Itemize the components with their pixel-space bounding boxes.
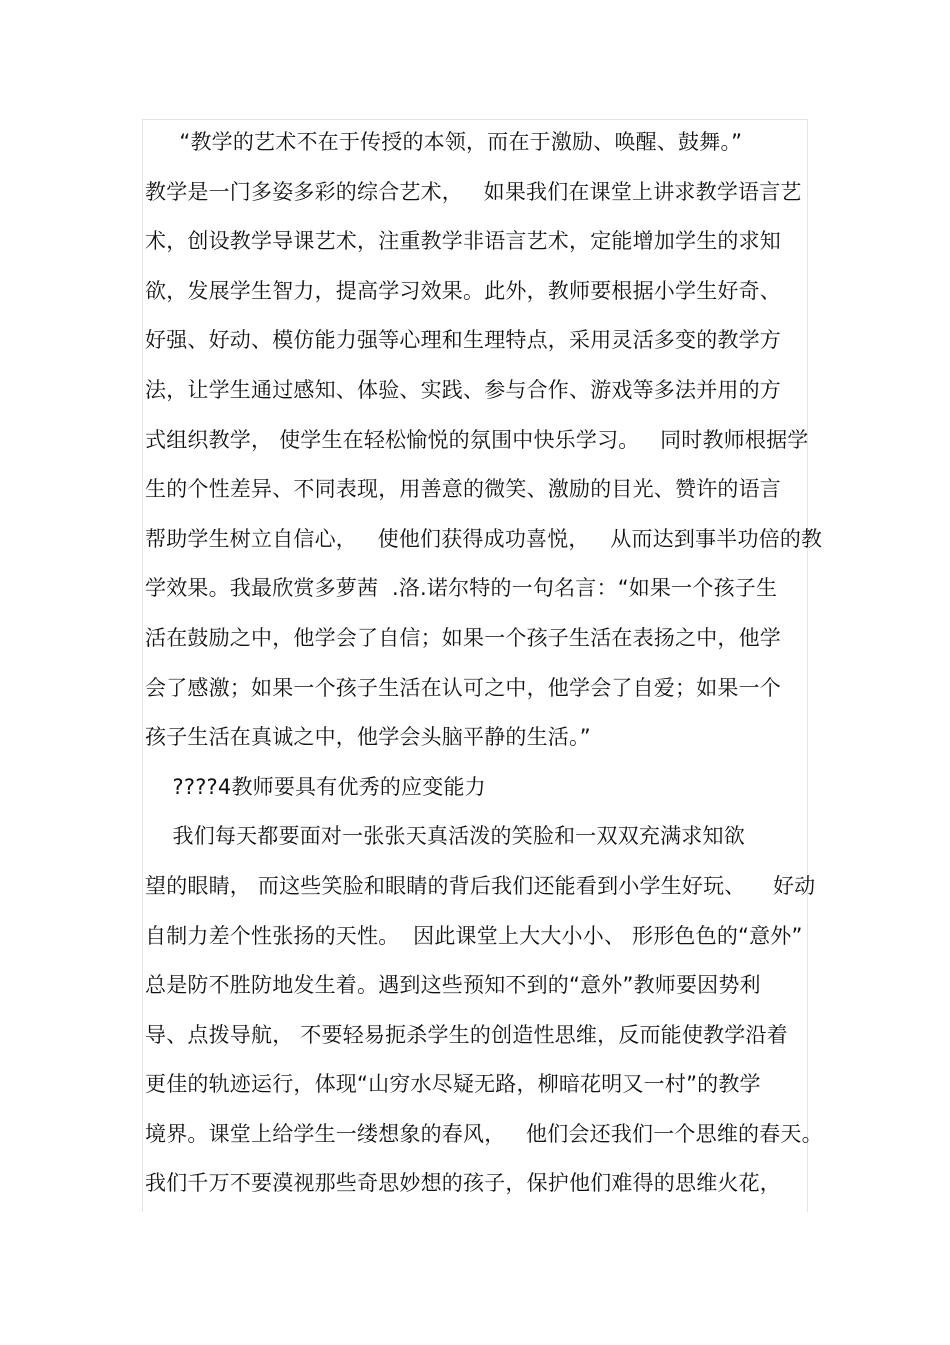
- text-line: 术，创设教学导课艺术，注重教学非语言艺术，定能增加学生的求知: [145, 229, 781, 254]
- text-line: 我们千万不要漠视那些奇思妙想的孩子，保护他们难得的思维火花，: [145, 1171, 781, 1196]
- text-line: 法，让学生通过感知、体验、实践、参与合作、游戏等多法并用的方: [145, 377, 781, 402]
- text-line: 活在鼓励之中，他学会了自信；如果一个孩子生活在表扬之中，他学: [145, 625, 781, 650]
- text-line: 自制力差个性张扬的天性。 因此课堂上大大小小、 形形色色的“意外”: [145, 923, 803, 948]
- section-heading: ????4教师要具有优秀的应变能力: [145, 774, 486, 799]
- text-line: 导、点拨导航， 不要轻易扼杀学生的创造性思维，反而能使教学沿着: [145, 1022, 788, 1047]
- text-line: 欲，发展学生智力，提高学习效果。此外，教师要根据小学生好奇、: [145, 278, 781, 303]
- document-body: [145, 118, 823, 1209]
- text-line: 式组织教学， 使学生在轻松愉悦的氛围中快乐学习。 同时教师根据学: [145, 427, 809, 452]
- text-line: 更佳的轨迹运行，体现“山穷水尽疑无路，柳暗花明又一村”的教学: [145, 1072, 761, 1097]
- text-line: 我们每天都要面对一张张天真活泼的笑脸和一双双充满求知欲: [145, 824, 745, 849]
- text-line: 总是防不胜防地发生着。遇到这些预知不到的“意外”教师要因势利: [145, 973, 761, 998]
- text-line: 教学是一门多姿多彩的综合艺术， 如果我们在课堂上讲求教学语言艺: [145, 179, 802, 204]
- text-line: “教学的艺术不在于传授的本领，而在于激励、唤醒、鼓舞。”: [145, 130, 743, 154]
- text-line: 望的眼睛， 而这些笑脸和眼睛的背后我们还能看到小学生好玩、 好动: [145, 873, 816, 898]
- text-line: 好强、好动、模仿能力强等心理和生理特点，采用灵活多变的教学方: [145, 328, 781, 353]
- text-line: 帮助学生树立自信心， 使他们获得成功喜悦， 从而达到事半功倍的教: [145, 526, 823, 551]
- text-line: 生的个性差异、不同表现，用善意的微笑、激励的目光、赞许的语言: [145, 477, 781, 502]
- text-line: 孩子生活在真诚之中，他学会头脑平静的生活。”: [145, 725, 591, 750]
- text-line: 会了感激；如果一个孩子生活在认可之中，他学会了自爱；如果一个: [145, 675, 781, 700]
- text-line: 境界。课堂上给学生一缕想象的春风， 他们会还我们一个思维的春天。: [145, 1121, 823, 1146]
- text-line: 学效果。我最欣赏多萝茜 .洛.诺尔特的一句名言：“如果一个孩子生: [145, 576, 778, 601]
